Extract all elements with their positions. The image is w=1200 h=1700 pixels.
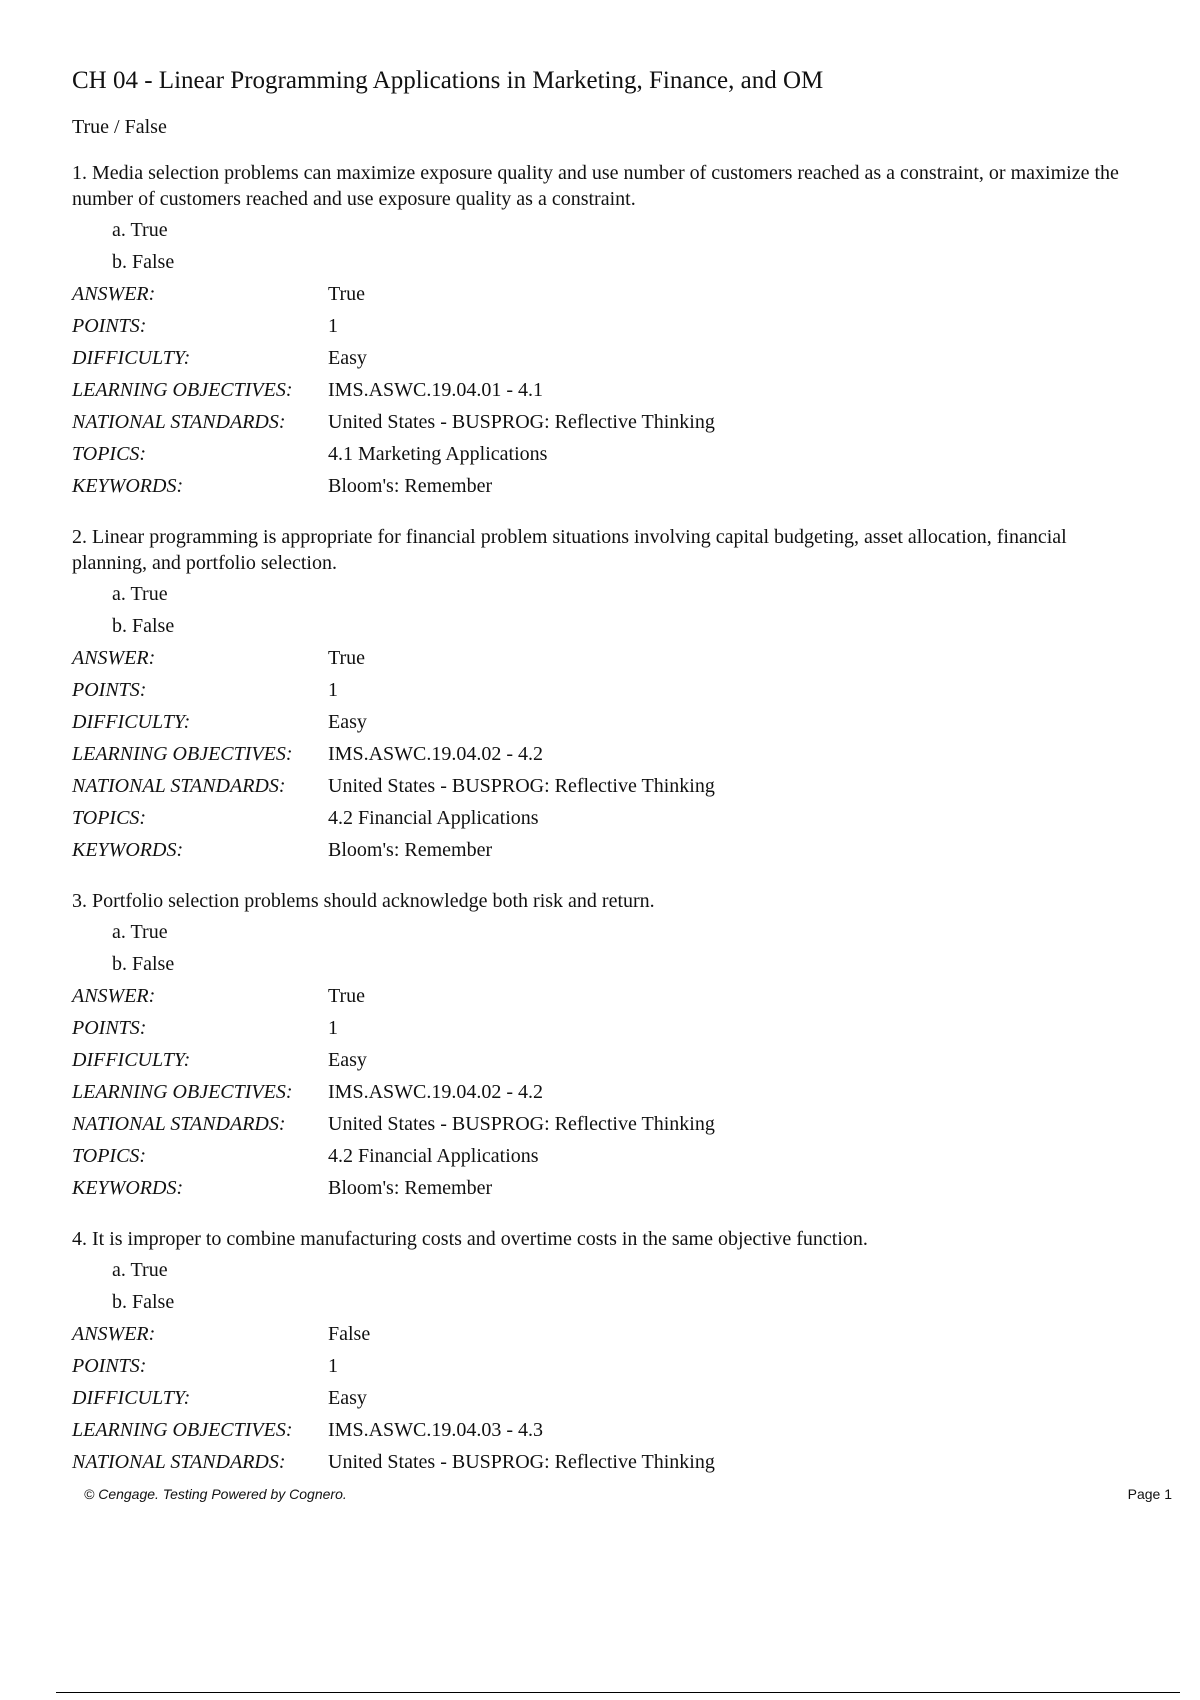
learning-objectives-label: LEARNING OBJECTIVES: bbox=[72, 1419, 293, 1441]
national-standards-label: NATIONAL STANDARDS: bbox=[72, 1451, 286, 1473]
national-standards-value: United States - BUSPROG: Reflective Thinking bbox=[328, 1451, 715, 1473]
question-block bbox=[72, 1226, 1172, 1478]
question-stem: 3. Portfolio selection problems should acknowledge both risk and return. bbox=[72, 890, 655, 912]
points-value: 1 bbox=[328, 1355, 338, 1377]
national-standards-value: United States - BUSPROG: Reflective Thinking bbox=[328, 1113, 715, 1135]
learning-objectives-value: IMS.ASWC.19.04.03 - 4.3 bbox=[328, 1419, 544, 1441]
question-metadata bbox=[72, 642, 1172, 866]
page-number: Page 1 bbox=[1127, 1486, 1172, 1502]
question-block bbox=[72, 524, 1172, 866]
difficulty-label: DIFFICULTY: bbox=[72, 347, 191, 369]
answer-label: ANSWER: bbox=[72, 283, 156, 305]
option-b: b. False bbox=[112, 615, 175, 637]
national-standards-value: United States - BUSPROG: Reflective Thinking bbox=[328, 411, 715, 433]
answer-options bbox=[112, 916, 1172, 980]
difficulty-label: DIFFICULTY: bbox=[72, 711, 191, 733]
topics-label: TOPICS: bbox=[72, 1145, 147, 1167]
option-b: b. False bbox=[112, 1291, 175, 1313]
learning-objectives-value: IMS.ASWC.19.04.01 - 4.1 bbox=[328, 379, 544, 401]
topics-value: 4.2 Financial Applications bbox=[328, 807, 539, 829]
question-metadata bbox=[72, 1318, 1172, 1478]
keywords-value: Bloom's: Remember bbox=[328, 839, 493, 861]
question-block bbox=[72, 160, 1172, 502]
answer-options bbox=[112, 1254, 1172, 1318]
difficulty-value: Easy bbox=[328, 347, 367, 369]
answer-label: ANSWER: bbox=[72, 647, 156, 669]
keywords-label: KEYWORDS: bbox=[72, 475, 184, 497]
national-standards-label: NATIONAL STANDARDS: bbox=[72, 411, 286, 433]
keywords-label: KEYWORDS: bbox=[72, 1177, 184, 1199]
keywords-value: Bloom's: Remember bbox=[328, 475, 493, 497]
topics-value: 4.2 Financial Applications bbox=[328, 1145, 539, 1167]
points-label: POINTS: bbox=[72, 1355, 147, 1377]
option-a: a. True bbox=[112, 1259, 168, 1281]
question-stem: 4. It is improper to combine manufacturing costs and overtime costs in the same objective function. bbox=[72, 1228, 868, 1250]
difficulty-value: Easy bbox=[328, 1387, 367, 1409]
national-standards-value: United States - BUSPROG: Reflective Thinking bbox=[328, 775, 715, 797]
keywords-label: KEYWORDS: bbox=[72, 839, 184, 861]
question-metadata bbox=[72, 278, 1172, 502]
question-stem: 1. Media selection problems can maximize exposure quality and use number of customers reached as a constraint, or maximize the number of customers reached and use exposure quality as a constraint. bbox=[72, 162, 1119, 210]
question-block bbox=[72, 888, 1172, 1204]
answer-value: True bbox=[328, 283, 366, 305]
bottom-divider bbox=[56, 1692, 1180, 1693]
answer-options bbox=[112, 578, 1172, 642]
document-page bbox=[72, 66, 1172, 1500]
section-heading: True / False bbox=[72, 116, 167, 138]
learning-objectives-label: LEARNING OBJECTIVES: bbox=[72, 743, 293, 765]
option-a: a. True bbox=[112, 219, 168, 241]
points-label: POINTS: bbox=[72, 1017, 147, 1039]
points-value: 1 bbox=[328, 1017, 338, 1039]
answer-value: True bbox=[328, 647, 366, 669]
points-value: 1 bbox=[328, 315, 338, 337]
page-title: CH 04 - Linear Programming Applications in Marketing, Finance, and OM bbox=[72, 67, 824, 94]
difficulty-label: DIFFICULTY: bbox=[72, 1387, 191, 1409]
points-label: POINTS: bbox=[72, 315, 147, 337]
difficulty-value: Easy bbox=[328, 711, 367, 733]
option-b: b. False bbox=[112, 251, 175, 273]
question-metadata bbox=[72, 980, 1172, 1204]
answer-options bbox=[112, 214, 1172, 278]
topics-label: TOPICS: bbox=[72, 807, 147, 829]
answer-label: ANSWER: bbox=[72, 985, 156, 1007]
answer-label: ANSWER: bbox=[72, 1323, 156, 1345]
question-stem: 2. Linear programming is appropriate for financial problem situations involving capital budgeting, asset allocation, financial planning, and portfolio selection. bbox=[72, 526, 1067, 574]
national-standards-label: NATIONAL STANDARDS: bbox=[72, 1113, 286, 1135]
learning-objectives-label: LEARNING OBJECTIVES: bbox=[72, 379, 293, 401]
answer-value: True bbox=[328, 985, 366, 1007]
difficulty-value: Easy bbox=[328, 1049, 367, 1071]
page-footer bbox=[84, 1486, 1172, 1502]
option-a: a. True bbox=[112, 921, 168, 943]
learning-objectives-value: IMS.ASWC.19.04.02 - 4.2 bbox=[328, 1081, 544, 1103]
answer-value: False bbox=[328, 1323, 371, 1345]
option-a: a. True bbox=[112, 583, 168, 605]
topics-label: TOPICS: bbox=[72, 443, 147, 465]
points-label: POINTS: bbox=[72, 679, 147, 701]
difficulty-label: DIFFICULTY: bbox=[72, 1049, 191, 1071]
copyright-notice: © Cengage. Testing Powered by Cognero. bbox=[84, 1486, 347, 1502]
points-value: 1 bbox=[328, 679, 338, 701]
learning-objectives-value: IMS.ASWC.19.04.02 - 4.2 bbox=[328, 743, 544, 765]
keywords-value: Bloom's: Remember bbox=[328, 1177, 493, 1199]
learning-objectives-label: LEARNING OBJECTIVES: bbox=[72, 1081, 293, 1103]
option-b: b. False bbox=[112, 953, 175, 975]
topics-value: 4.1 Marketing Applications bbox=[328, 443, 548, 465]
national-standards-label: NATIONAL STANDARDS: bbox=[72, 775, 286, 797]
